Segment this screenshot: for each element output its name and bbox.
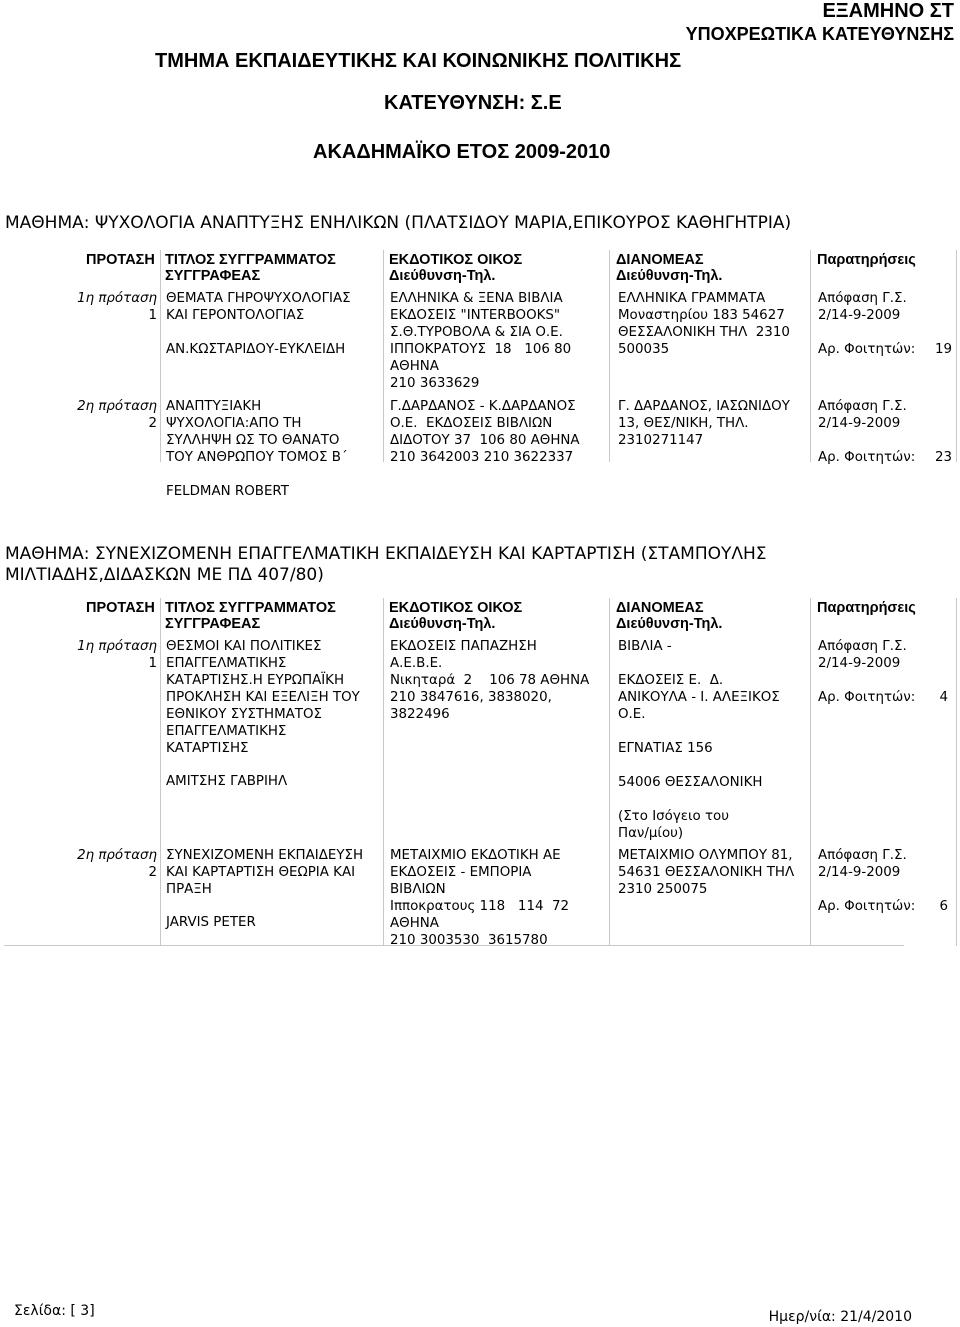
col-header-distributor-address: Διεύθυνση-Τηλ. [616,268,723,284]
distributor-info: ΕΛΛΗΝΙΚΑ ΓΡΑΜΜΑΤΑ Μοναστηρίου 183 54627 ΘΕΣΣΑΛΟΝΙΚΗ ΤΗΛ 2310 500035 [618,291,790,357]
grid-line [383,250,384,462]
col-header-publisher-address: Διεύθυνση-Τηλ. [389,268,496,284]
students-label: Αρ. Φοιτητών: [818,342,916,357]
academic-year-heading: ΑΚΑΔΗΜΑΪΚΟ ΕΤΟΣ 2009-2010 [313,141,611,163]
proposal-label: 1η πρόταση [77,639,157,654]
col-header-proposal: ΠΡΟΤΑΣΗ [86,252,155,268]
col-header-title: ΤΙΤΛΟΣ ΣΥΓΓΡΑΜΜΑΤΟΣ [165,600,336,616]
students-count: 4 [939,690,948,705]
students-label: Αρ. Φοιτητών: [818,690,916,705]
department-heading: ΤΜΗΜΑ ΕΚΠΑΙΔΕΥΤΙΚΗΣ ΚΑΙ ΚΟΙΝΩΝΙΚΗΣ ΠΟΛΙΤΙΚΗΣ [155,50,682,72]
students-label: Αρ. Φοιτητών: [818,450,916,465]
publisher-info: ΕΛΛΗΝΙΚΑ & ΞΕΝΑ ΒΙΒΛΙΑ ΕΚΔΟΣΕΙΣ "INTERBOOKS" Σ.Θ.ΤΥΡΟΒΟΛΑ & ΣΙΑ Ο.Ε. ΙΠΠΟΚΡΑΤΟΥΣ 18 106 80 ΑΘΗΝΑ 210 3633629 [390,291,572,391]
decision-text: Απόφαση Γ.Σ. [818,291,907,306]
col-header-remarks: Παρατηρήσεις [817,600,916,616]
col-header-distributor-address: Διεύθυνση-Τηλ. [616,616,723,632]
decision-date: 2/14-9-2009 [818,656,901,671]
grid-line [810,598,811,946]
print-date: Ημερ/νία: 21/4/2010 [768,1309,912,1325]
course-2-title-line-1: ΜΑΘΗΜΑ: ΣΥΝΕΧΙΖΟΜΕΝΗ ΕΠΑΓΓΕΛΜΑΤΙΚΗ ΕΚΠΑΙΔΕΥΣΗ ΚΑΙ ΚΑΡΤΑΡΤΙΣΗ (ΣΤΑΜΠΟΥΛΗΣ [5,544,767,564]
decision-date: 2/14-9-2009 [818,308,901,323]
grid-line [810,250,811,462]
book-author: ΑΜΙΤΣΗΣ ΓΑΒΡΙΗΛ [166,774,288,789]
col-header-publisher: ΕΚΔΟΤΙΚΟΣ ΟΙΚΟΣ [389,252,523,268]
grid-line [160,250,161,462]
proposal-label: 1η πρόταση [77,291,157,306]
col-header-proposal: ΠΡΟΤΑΣΗ [86,600,155,616]
book-author: ΑΝ.ΚΩΣΤΑΡΙΔΟΥ-ΕΥΚΛΕΙΔΗ [166,342,346,357]
decision-date: 2/14-9-2009 [818,865,901,880]
proposal-number: 1 [148,656,157,671]
col-header-author: ΣΥΓΓΡΑΦΕΑΣ [165,616,261,632]
semester-heading: ΕΞΑΜΗΝΟ ΣΤ [822,0,954,22]
col-header-author: ΣΥΓΓΡΑΦΕΑΣ [165,268,261,284]
decision-text: Απόφαση Γ.Σ. [818,848,907,863]
col-header-title: ΤΙΤΛΟΣ ΣΥΓΓΡΑΜΜΑΤΟΣ [165,252,336,268]
course-2-title-line-2: ΜΙΛΤΙΑΔΗΣ,ΔΙΔΑΣΚΩΝ ΜΕ ΠΔ 407/80) [5,565,324,585]
proposal-number: 2 [148,865,157,880]
course-1-title: ΜΑΘΗΜΑ: ΨΥΧΟΛΟΓΙΑ ΑΝΑΠΤΥΞΗΣ ΕΝΗΛΙΚΩΝ (ΠΛΑΤΣΙΔΟΥ ΜΑΡΙΑ,ΕΠΙΚΟΥΡΟΣ ΚΑΘΗΓΗΤΡΙΑ) [5,213,792,233]
distributor-info: ΜΕΤΑΙΧΜΙΟ ΟΛΥΜΠΟΥ 81, 54631 ΘΕΣΣΑΛΟΝΙΚΗ ΤΗΛ 2310 250075 [618,848,795,897]
book-author: FELDMAN ROBERT [166,484,289,499]
grid-line [956,598,957,946]
distributor-info: Γ. ΔΑΡΔΑΝΟΣ, ΙΑΣΩΝΙΔΟΥ 13, ΘΕΣ/ΝΙΚΗ, ΤΗΛ. 2310271147 [618,399,790,448]
grid-line [956,250,957,462]
col-header-distributor: ΔΙΑΝΟΜΕΑΣ [616,252,704,268]
decision-text: Απόφαση Γ.Σ. [818,399,907,414]
direction-heading: ΚΑΤΕΥΘΥΝΣΗ: Σ.Ε [384,92,562,114]
book-author: JARVIS PETER [166,915,256,930]
page-number: Σελίδα: [ 3] [14,1303,95,1319]
book-title: ΘΕΣΜΟΙ ΚΑΙ ΠΟΛΙΤΙΚΕΣ ΕΠΑΓΓΕΛΜΑΤΙΚΗΣ ΚΑΤΑΡΤΙΣΗΣ.Η ΕΥΡΩΠΑΪΚΗ ΠΡΟΚΛΗΣΗ ΚΑΙ ΕΞΕΛΙΞΗ ΤΟΥ ΕΘΝΙΚΟΥ ΣΥΣΤΗΜΑΤΟΣ ΕΠΑΓΓΕΛΜΑΤΙΚΗΣ ΚΑΤΑΡΤΙΣΗΣ [166,639,360,756]
col-header-publisher: ΕΚΔΟΤΙΚΟΣ ΟΙΚΟΣ [389,600,523,616]
proposal-number: 1 [148,308,157,323]
book-title: ΑΝΑΠΤΥΞΙΑΚΗ ΨΥΧΟΛΟΓΙΑ:ΑΠΟ ΤΗ ΣΥΛΛΗΨΗ ΩΣ ΤΟ ΘΑΝΑΤΟ ΤΟΥ ΑΝΘΡΩΠΟΥ ΤΟΜΟΣ Β΄ [166,399,348,465]
col-header-publisher-address: Διεύθυνση-Τηλ. [389,616,496,632]
grid-line [609,250,610,462]
students-label: Αρ. Φοιτητών: [818,899,916,914]
students-count: 23 [934,450,952,465]
students-count: 19 [934,342,952,357]
subtitle-heading: ΥΠΟΧΡΕΩΤΙΚΑ ΚΑΤΕΥΘΥΝΣΗΣ [685,24,954,44]
publisher-info: Γ.ΔΑΡΔΑΝΟΣ - Κ.ΔΑΡΔΑΝΟΣ Ο.Ε. ΕΚΔΟΣΕΙΣ ΒΙΒΛΙΩΝ ΔΙΔΟΤΟΥ 37 106 80 ΑΘΗΝΑ 210 3642003 210 3622337 [390,399,580,465]
book-title: ΣΥΝΕΧΙΖΟΜΕΝΗ ΕΚΠΑΙΔΕΥΣΗ ΚΑΙ ΚΑΡΤΑΡΤΙΣΗ ΘΕΩΡΙΑ ΚΑΙ ΠΡΑΞΗ [166,848,364,897]
decision-text: Απόφαση Γ.Σ. [818,639,907,654]
grid-line [160,598,161,946]
decision-date: 2/14-9-2009 [818,416,901,431]
publisher-info: ΜΕΤΑΙΧΜΙΟ ΕΚΔΟΤΙΚΗ ΑΕ ΕΚΔΟΣΕΙΣ - ΕΜΠΟΡΙΑ ΒΙΒΛΙΩΝ Ιπποκρατους 118 114 72 ΑΘΗΝΑ 210 3003530 3615780 [390,848,570,948]
col-header-remarks: Παρατηρήσεις [817,252,916,268]
proposal-label: 2η πρόταση [77,399,157,414]
proposal-number: 2 [148,416,157,431]
publisher-info: ΕΚΔΟΣΕΙΣ ΠΑΠΑΖΗΣΗ Α.Ε.Β.Ε. Νικηταρά 2 106 78 ΑΘΗΝΑ 210 3847616, 3838020, 3822496 [390,639,590,722]
book-title: ΘΕΜΑΤΑ ΓΗΡΟΨΥΧΟΛΟΓΙΑΣ ΚΑΙ ΓΕΡΟΝΤΟΛΟΓΙΑΣ [166,291,351,323]
students-count: 6 [939,899,948,914]
proposal-label: 2η πρόταση [77,848,157,863]
col-header-distributor: ΔΙΑΝΟΜΕΑΣ [616,600,704,616]
grid-line [609,598,610,946]
grid-line [383,598,384,946]
distributor-info: ΒΙΒΛΙΑ - ΕΚΔΟΣΕΙΣ Ε. Δ. ΑΝΙΚΟΥΛΑ - Ι. ΑΛΕΞΙΚΟΣ Ο.Ε. ΕΓΝΑΤΙΑΣ 156 54006 ΘΕΣΣΑΛΟΝΙΚΗ (Στο Ισόγειο του Παν/μίου) [618,639,780,841]
